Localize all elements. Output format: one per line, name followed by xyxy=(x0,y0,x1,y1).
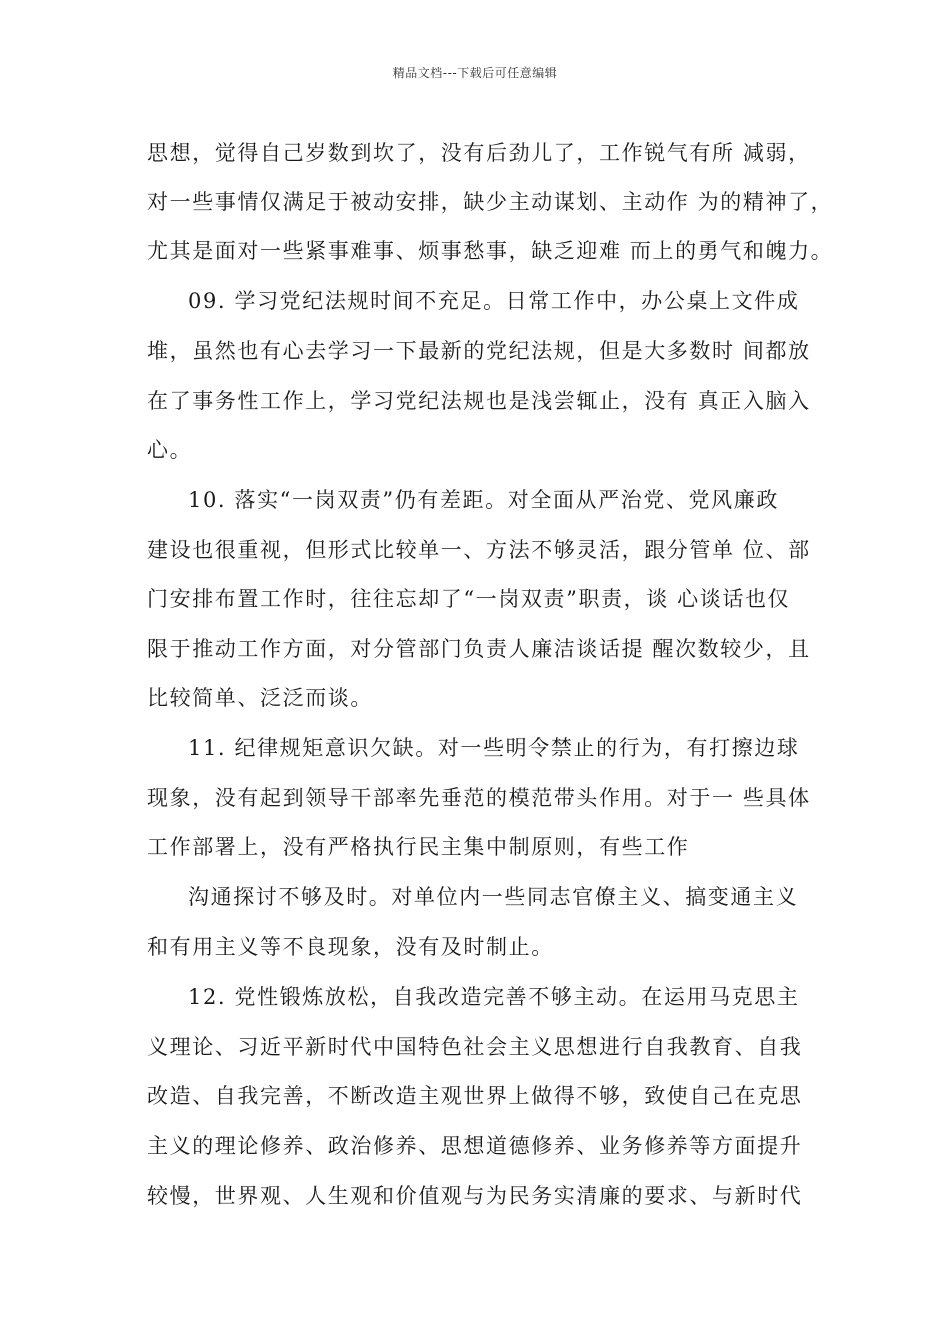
text-line: 限于推动工作方面，对分管部门负责人廉洁谈话提 醒次数较少，且 xyxy=(147,637,811,661)
text-line: 工作部署上，没有严格执行民主集中制原则，有些工作 xyxy=(147,835,690,859)
text-line: 尤其是面对一些紧事难事、烦事愁事，缺乏迎难 而上的勇气和魄力。 xyxy=(147,239,834,263)
text-line: 对一些事情仅满足于被动安排，缺少主动谋划、主动作 为的精神了， xyxy=(147,190,834,214)
text-line: 主义的理论修养、政治修养、思想道德修养、业务修养等方面提升 xyxy=(147,1134,803,1158)
text-line: 思想，觉得自己岁数到坎了，没有后劲儿了，工作锐气有所 减弱， xyxy=(147,141,811,165)
paragraph-10-start: 10. 落实“一岗双责”仍有差距。对全面从严治党、党风廉政 xyxy=(188,488,779,512)
text-line: 建设也很重视，但形式比较单一、方法不够灵活，跟分管单 位、部 xyxy=(147,538,811,562)
text-line: 较慢，世界观、人生观和价值观与为民务实清廉的要求、与新时代 xyxy=(147,1184,803,1208)
text-line: 现象，没有起到领导干部率先垂范的模范带头作用。对于一 些具体 xyxy=(147,786,811,810)
text-line: 比较简单、泛泛而谈。 xyxy=(147,686,373,710)
paragraph-12-start: 12. 党性锻炼放松，自我改造完善不够主动。在运用马克思主 xyxy=(188,985,800,1009)
text-line: 在了事务性工作上，学习党纪法规也是浅尝辄止，没有 真正入脑入 xyxy=(147,389,811,413)
text-line: 改造、自我完善，不断改造主观世界上做得不够，致使自己在克思 xyxy=(147,1084,803,1108)
text-line: 门安排布置工作时，往往忘却了“一岗双责”职责，谈 心谈话也仅 xyxy=(147,587,791,611)
text-line: 堆，虽然也有心去学习一下最新的党纪法规，但是大多数时 间都放 xyxy=(147,339,811,363)
text-line: 和有用主义等不良现象，没有及时制止。 xyxy=(147,935,554,959)
text-line: 沟通探讨不够及时。对单位内一些同志官僚主义、搞变通主义 xyxy=(188,885,799,909)
page-header: 精品文档---下载后可任意编辑 xyxy=(392,66,558,80)
paragraph-09-start: 09. 学习党纪法规时间不充足。日常工作中，办公桌上文件成 xyxy=(188,289,800,313)
text-line: 心。 xyxy=(147,438,193,462)
text-line: 义理论、习近平新时代中国特色社会主义思想进行自我教育、自我 xyxy=(147,1035,803,1059)
paragraph-11-start: 11. 纪律规矩意识欠缺。对一些明令禁止的行为，有打擦边球 xyxy=(188,736,800,760)
